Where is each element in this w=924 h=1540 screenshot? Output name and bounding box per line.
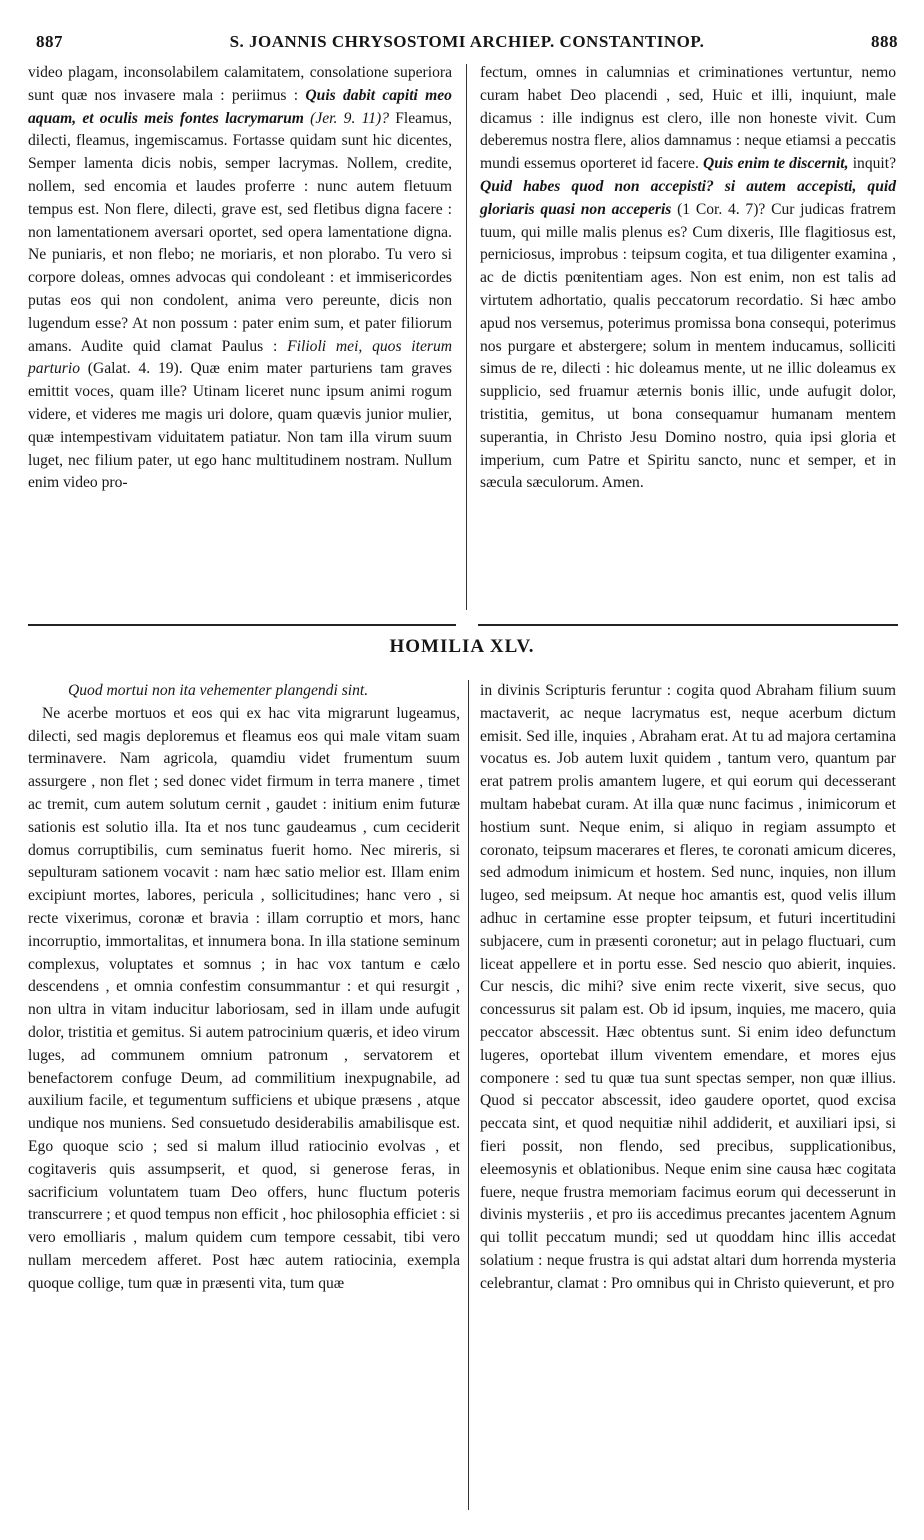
running-head bbox=[36, 32, 898, 60]
previous-homily-right-column bbox=[480, 62, 896, 495]
previous-homily-left-column bbox=[28, 62, 452, 495]
scripture-quote: Quis enim te discernit, bbox=[703, 155, 849, 173]
column-rule bbox=[468, 680, 469, 1510]
text-run: Quæ enim mater parturiens tam graves emittit voces, quam ille? Utinam liceret nunc ipsum animi rogum videre, et videres me magis uri dolore, quam quævis junior mulier, quæ intempestivam viduitatem patiatur. Non tam illa virum suum luget, nec filium pater, ut ego hanc multitudinem nostram. Nullum enim video pro- bbox=[28, 360, 452, 492]
homily-left-paragraph: Ne acerbe mortuos et eos qui ex hac vita migrarunt lugeamus, dilecti, sed magis deploremus et fleamus eos qui male vitam suam terminavere. Nam agricola, quamdiu videt frumentum suum assurgere , non flet ; sed donec videt firmum in terra manere , timet ac tremit, cum autem solutum cernit , gaudet : initium enim futuræ sationis est solutio illa. Ita et nos tunc gaudeamus , cum ceciderit domus corruptibilis, cum seminatus fuerit homo. Nec mireris, si sepulturam sationem vocavit : nam hæc satio melior est. Illam enim excipiunt mortes, labores, pericula , sollicitudines; hanc vero , si recte vixerimus, coronæ et bravia : illam corruptio et mors, hanc incorruptio, immortalitas, et innumera bona. In illa statione seminum complexus, voluptates et somnus ; in hac vox tantum e cælo descendens , et omnia confestim consummantur : et qui resurgit , non ultra in vitam inducitur laboriosam, sed in illam unde aufugit dolor, tristitia et gemitus. Si autem patrocinium quæris, et ideo virum luges, ad communem omnium patronum , servatorem et benefactorem confuge Deum, ad commilitium inexpugnabile, ad auxilium facile, et tegumentum sufficiens et ubique præsens , atque undique nos muniens. Sed consuetudo desiderabilis amabilisque est. Ego quoque scio ; sed si malum illud ratiocinio evolvas , et cogitaveris quis assumpserit, et quod, si generose feras, in sacrificium voluntatem tuam Deo offers, hunc fluctum poteris transcurrere ; et quod tempus non efficit , hoc philosophia efficiet : si vero emolliaris , malum quidem cum tempore cessabit, tibi vero nullam mercedem afferet. Post hæc autem ratiocinia, exempla quoque collige, tum quæ in præsenti vita, tum quæ bbox=[28, 704, 460, 1292]
column-rule bbox=[466, 64, 467, 610]
homily-subtitle: Quod mortui non ita vehementer plangendi sint. bbox=[68, 682, 369, 699]
text-run: inquit? bbox=[852, 155, 896, 173]
scripture-reference: (1 Cor. 4. 7)? bbox=[677, 200, 766, 218]
page-number-left: 887 bbox=[36, 32, 63, 51]
homily-right-paragraph: in divinis Scripturis feruntur : cogita quod Abraham filium suum mactaverit, ac neque lacrymatus est, neque acerbum dictum emisit. Sed ille, inquies , Abraham erat. At tu ad majora certamina vocatus es. Job autem luxit quidem , tantum vero, quantum par erat patrem prolis amantem lugere, et qui eorum qui decesserant multam habebat curam. At illa quæ nunc facimus , inimicorum et hostium sunt. Neque enim, si aliquo in regiam assumpto et coronato, teipsum macerares et fleres, te coronati amicum diceres, sed admodum inimicum et hostem. Sed nunc, inquies, non illum lugeo, sed meipsum. At neque hoc amantis est, quod velis illum adhuc in certamine esse propter teipsum, et futuri incertitudini subjacere, cum in præsenti coronetur; aut in pelago fluctuari, cum liceat appellere et in portu esse. Sed nescio quo abierit, inquies. Cur nescis, dic mihi? sive enim recte vixerit, sive secus, quo concessurus sit palam est. Ob id ipsum, inquies, me macero, quia peccator abscessit. Hæc obtentus sunt. Si enim ideo defunctum lugeres, oportebat illum viventem emendare, et mores ejus componere : sed tu quæ tua sunt spectas semper, non quæ illius. Quod si peccator abscessit, ideo gaudere oportet, quod excisa peccata sint, et quod nequitiæ nihil addiderit, et auxiliari ipsi, si fieri possit, non flendo, sed precibus, supplicationibus, eleemosynis et oblationibus. Neque enim sine causa hæc cogitata fuere, neque frustra memoriam facimus eorum qui decesserunt in divinis mysteriis , et pro iis accedimus precantes jacentem Agnum qui tollit peccatum mundi; sed ut quoddam hinc illis accedat solatium : neque frustra is qui adstat altari dum horrenda mysteria celebrantur, clamat : Pro omnibus qui in Christo quieverunt, et pro bbox=[480, 682, 896, 1292]
previous-homily-right-paragraph bbox=[480, 62, 896, 495]
previous-homily-left-paragraph bbox=[28, 62, 452, 495]
page-number-right: 888 bbox=[871, 32, 898, 51]
text-run: video plagam, inconsolabilem calamitatem, consolatione superiora sunt quæ nos invasere mala : periimus : bbox=[28, 64, 452, 104]
scripture-quote: Quis dabit capiti meo aquam, et oculis meis fontes lacrymarum bbox=[28, 86, 452, 127]
homily-title: HOMILIA XLV. bbox=[389, 636, 535, 657]
text-run: fectum, omnes in calumnias et criminationes vertuntur, nemo curam habet Deo placendi , sed, Huic et illi, inquiunt, male dicamus : ille indignus est clero, ille non honeste vivit. Cum deberemus nostra flere, alios damnamus : neque etiamsi a peccatis mundi essemus oporteret id facere. bbox=[480, 64, 896, 173]
running-title: S. JOANNIS CHRYSOSTOMI ARCHIEP. CONSTANTINOP. bbox=[229, 32, 705, 51]
text-run: Cur judicas fratrem tuum, qui mille malis plenus es? Cum dixeris, Ille flagitiosus est, perniciosus, improbus : teipsum cogita, et tua diligenter examina , ac de dictis pœnitentiam ages. Non est enim, non est talis ad virtutem adhortatio, qualis peccatorum recordatio. Si hæc ambo apud nos versemus, poterimus promissa bona consequi, poterimus nos purgare et abstergere; solum in mentem inducamus, solliciti simus de re, dilecti : hic doleamus mente, ut ne illic doleamus ex supplicio, sed fruamur æternis bonis illic, unde aufugit dolor, tristitia, gemitus, ut bona consequamur humanam mentem superantia, in Christo Jesu Domino nostro, quia ipsi gloria et imperium, cum Patre et Spiritu sancto, nunc et semper, et in sæcula sæculorum. Amen. bbox=[480, 200, 896, 492]
text-run: Fleamus, dilecti, fleamus, ingemiscamus. Fortasse quidam sunt hic dicentes, Semper lamenta dicis nobis, semper lacrymas. Nollem, credite, nollem, sed encomia et laudes proferre : nunc autem fletuum tempus est. Non flere, dilecti, grave est, sed fletibus digna facere : non lamentationem aversari oportet, sed opera lamentatione digna. Ne puniaris, et non flebo; ne moriaris, et non plorabo. Tu vero si corpore doleas, omnes advocas qui condoleant : et immisericordes putas eos qui non condolent, anima vero pereunte, dicis non lugendum esse? At non possum : pater enim sum, et pater filiorum amans. Audite quid clamat Paulus : bbox=[28, 109, 452, 355]
section-separator bbox=[478, 624, 898, 626]
homily-left-column bbox=[28, 680, 460, 1296]
section-separator bbox=[28, 624, 456, 626]
scripture-reference: (Jer. 9. 11)? bbox=[310, 109, 389, 127]
scripture-reference: (Galat. 4. 19). bbox=[87, 360, 183, 378]
homily-right-column bbox=[480, 680, 896, 1296]
scripture-quote: Quid habes quod non accepisti? si autem accepisti, quid gloriaris quasi non acceperis bbox=[480, 177, 896, 218]
scripture-quote: Filioli mei, quos iterum parturio bbox=[28, 337, 453, 378]
